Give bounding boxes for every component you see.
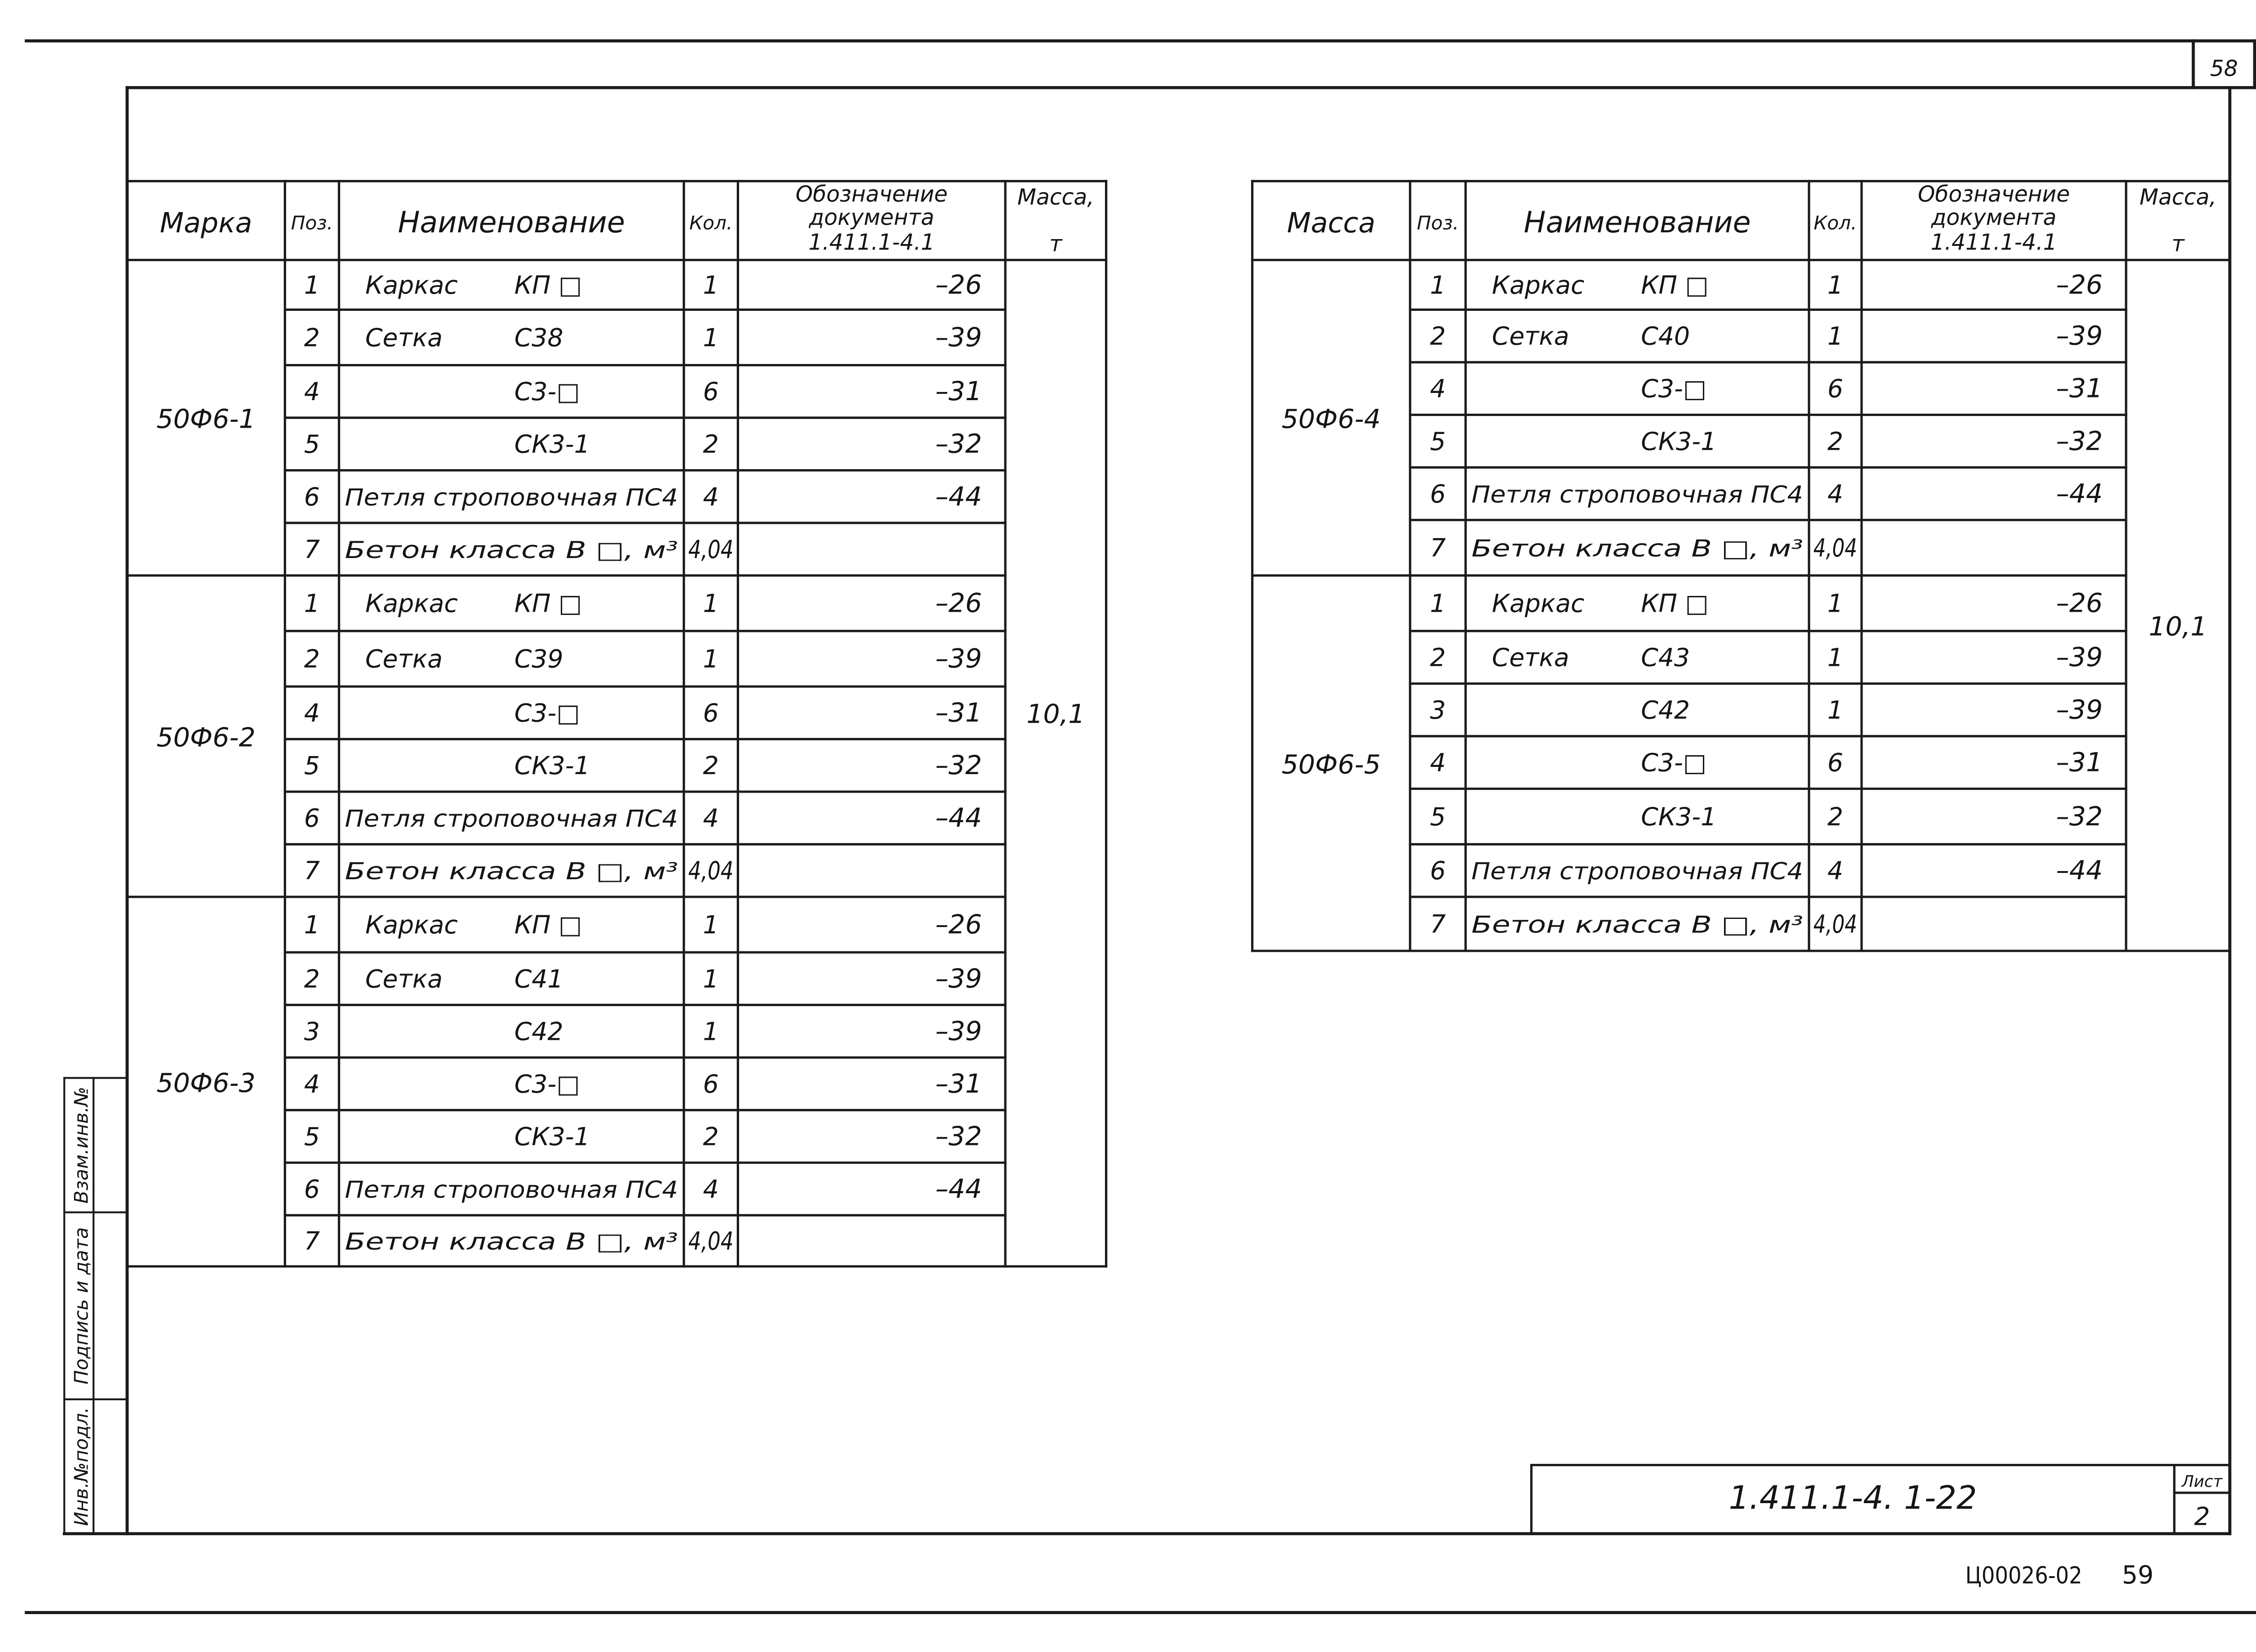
header-quantity: Кол. <box>689 212 733 234</box>
document-reference: –44 <box>935 802 982 833</box>
item-name: Бетон класса В □, м³ <box>345 1228 678 1255</box>
position-number: 7 <box>1430 909 1446 939</box>
header-document-line-3: 1.411.1-4.1 <box>808 230 935 255</box>
product-mark: 50Ф6-5 <box>1281 749 1381 780</box>
header-document-line-2: документа <box>1931 205 2057 231</box>
document-reference: –39 <box>935 322 982 353</box>
quantity: 1 <box>1827 696 1844 725</box>
item-name: Каркас <box>1492 589 1585 618</box>
item-name: Бетон класса В □, м³ <box>1471 535 1803 563</box>
item-designation: С41 <box>514 964 564 993</box>
position-number: 5 <box>1430 802 1446 831</box>
product-mark: 50Ф6-1 <box>156 403 256 434</box>
quantity: 4 <box>703 803 719 833</box>
product-mark: 50Ф6-4 <box>1281 403 1381 434</box>
item-name: Сетка <box>365 323 443 352</box>
mass-value: 10,1 <box>1026 698 1085 729</box>
document-reference: –31 <box>2056 373 2103 404</box>
item-designation: СК3-1 <box>514 429 590 459</box>
header-mass-line-1: Масса, <box>1017 185 1094 210</box>
document-reference: –39 <box>935 643 982 674</box>
header-document-line-3: 1.411.1-4.1 <box>1930 230 2057 255</box>
header-name: Наименование <box>398 205 625 240</box>
quantity: 6 <box>1827 374 1844 403</box>
quantity: 2 <box>703 429 719 459</box>
position-number: 5 <box>304 429 320 459</box>
quantity: 6 <box>703 1069 719 1098</box>
header-mark: Масса <box>1287 206 1376 239</box>
position-number: 1 <box>304 910 320 939</box>
position-number: 2 <box>1430 643 1446 672</box>
item-designation: С3-□ <box>514 1069 580 1098</box>
item-name: Каркас <box>1492 270 1585 300</box>
position-number: 1 <box>304 589 320 618</box>
item-designation: С38 <box>514 323 564 352</box>
quantity: 1 <box>703 910 719 939</box>
position-number: 5 <box>304 751 320 780</box>
item-name: Сетка <box>365 644 443 674</box>
quantity: 4 <box>1827 856 1844 886</box>
position-number: 4 <box>304 698 320 728</box>
position-number: 4 <box>1430 374 1446 403</box>
document-reference: –32 <box>935 428 982 459</box>
quantity: 4,04 <box>688 535 734 564</box>
quantity: 1 <box>703 589 719 618</box>
quantity: 1 <box>1827 322 1844 351</box>
item-name: Сетка <box>1492 322 1569 351</box>
item-designation: СК3-1 <box>1641 427 1717 456</box>
quantity: 1 <box>703 964 719 993</box>
item-designation: СК3-1 <box>514 751 590 780</box>
header-position: Поз. <box>1417 212 1459 234</box>
product-mark: 50Ф6-3 <box>156 1067 256 1098</box>
header-document-line-1: Обозначение <box>1918 181 2070 207</box>
item-name: Бетон класса В □, м³ <box>1471 911 1803 939</box>
item-designation: СК3-1 <box>1641 802 1717 831</box>
item-name: Бетон класса В □, м³ <box>345 536 678 564</box>
position-number: 7 <box>304 1226 320 1255</box>
header-mass-line-2: т <box>1049 231 1062 257</box>
document-reference: –39 <box>2056 320 2103 351</box>
header-quantity: Кол. <box>1813 212 1857 234</box>
quantity: 1 <box>1827 643 1844 672</box>
item-name: Каркас <box>365 910 458 939</box>
position-number: 1 <box>1430 270 1446 300</box>
quantity: 1 <box>703 1017 719 1046</box>
archive-code: Ц00026-02 <box>1965 1562 2082 1589</box>
position-number: 1 <box>1430 589 1446 618</box>
left-specification-table <box>127 181 1106 1266</box>
right-specification-table <box>1252 181 2230 951</box>
position-number: 4 <box>1430 748 1446 777</box>
quantity: 1 <box>703 644 719 674</box>
replaced-inventory-label: Взам.инв.№ <box>70 1087 92 1204</box>
item-designation: С3-□ <box>1641 374 1707 403</box>
position-number: 7 <box>304 856 320 886</box>
document-reference: –31 <box>2056 747 2103 778</box>
item-designation: КП □ <box>1641 270 1709 300</box>
side-stamp <box>64 1078 127 1534</box>
item-name: Сетка <box>1492 643 1569 672</box>
position-number: 2 <box>304 644 320 674</box>
document-reference: –31 <box>935 376 982 407</box>
document-reference: –26 <box>2056 587 2103 618</box>
position-number: 6 <box>304 803 320 833</box>
position-number: 6 <box>1430 856 1446 886</box>
position-number: 7 <box>1430 533 1446 563</box>
inventory-original-label: Инв.№подл. <box>70 1407 92 1526</box>
item-designation: С42 <box>1641 696 1690 725</box>
position-number: 3 <box>1430 696 1446 725</box>
document-reference: –39 <box>2056 641 2103 673</box>
document-reference: –32 <box>2056 801 2103 832</box>
position-number: 3 <box>304 1017 320 1046</box>
item-name: Петля строповочная ПС4 <box>345 805 678 833</box>
position-number: 6 <box>304 1175 320 1204</box>
item-designation: С3-□ <box>514 698 580 728</box>
position-number: 6 <box>1430 479 1446 508</box>
quantity: 1 <box>1827 589 1844 618</box>
document-reference: –26 <box>2056 269 2103 300</box>
sheet-label: Лист <box>2182 1472 2223 1491</box>
item-name: Бетон класса В □, м³ <box>345 858 678 886</box>
quantity: 4,04 <box>1813 909 1858 939</box>
item-designation: КП □ <box>514 270 582 300</box>
document-reference: –26 <box>935 269 982 300</box>
document-reference: –31 <box>935 1068 982 1099</box>
header-document-line-2: документа <box>809 205 934 231</box>
quantity: 1 <box>1827 270 1844 300</box>
quantity: 2 <box>1827 802 1844 831</box>
item-designation: КП □ <box>514 910 582 939</box>
item-name: Петля строповочная ПС4 <box>345 484 678 512</box>
document-reference: –39 <box>935 963 982 994</box>
item-name: Каркас <box>365 589 458 618</box>
item-designation: КП □ <box>514 589 582 618</box>
quantity: 6 <box>703 377 719 406</box>
item-designation: С3-□ <box>1641 748 1707 777</box>
product-mark: 50Ф6-2 <box>156 722 256 753</box>
header-mark: Марка <box>160 206 252 239</box>
item-designation: С3-□ <box>514 377 580 406</box>
document-reference: –32 <box>935 1121 982 1152</box>
position-number: 7 <box>304 535 320 564</box>
quantity: 6 <box>1827 748 1844 777</box>
quantity: 2 <box>703 1122 719 1151</box>
position-number: 4 <box>304 1069 320 1098</box>
quantity: 4,04 <box>688 1226 734 1255</box>
document-reference: –44 <box>2056 855 2103 886</box>
document-reference: –31 <box>935 697 982 728</box>
quantity: 2 <box>703 751 719 780</box>
position-number: 4 <box>304 377 320 406</box>
document-reference: –26 <box>935 909 982 940</box>
document-reference: –39 <box>935 1015 982 1047</box>
page-number-top: 58 <box>2210 56 2238 82</box>
mass-value: 10,1 <box>2149 611 2207 642</box>
item-designation: КП □ <box>1641 589 1709 618</box>
item-name: Петля строповочная ПС4 <box>1471 481 1803 508</box>
item-name: Каркас <box>365 270 458 300</box>
position-number: 2 <box>1430 322 1446 351</box>
position-number: 5 <box>1430 427 1446 456</box>
header-position: Поз. <box>291 212 333 234</box>
quantity: 6 <box>703 698 719 728</box>
document-reference: –44 <box>2056 478 2103 509</box>
position-number: 2 <box>304 323 320 352</box>
title-block <box>1531 1465 2230 1534</box>
quantity: 4 <box>703 482 719 512</box>
document-reference: –26 <box>935 587 982 618</box>
signature-date-label: Подпись и дата <box>70 1227 92 1384</box>
item-name: Сетка <box>365 964 443 993</box>
item-designation: С43 <box>1641 643 1690 672</box>
header-name: Наименование <box>1524 205 1751 240</box>
document-reference: –39 <box>2056 694 2103 725</box>
quantity: 1 <box>703 270 719 300</box>
document-reference: –44 <box>935 1173 982 1204</box>
item-designation: С40 <box>1641 322 1690 351</box>
position-number: 1 <box>304 270 320 300</box>
quantity: 1 <box>703 323 719 352</box>
quantity: 4,04 <box>1813 533 1858 563</box>
quantity: 4 <box>1827 479 1844 508</box>
sheet-number: 2 <box>2194 1502 2210 1531</box>
item-designation: С39 <box>514 644 564 674</box>
quantity: 2 <box>1827 427 1844 456</box>
item-name: Петля строповочная ПС4 <box>345 1177 678 1204</box>
position-number: 6 <box>304 482 320 512</box>
document-reference: –32 <box>935 750 982 781</box>
item-name: Петля строповочная ПС4 <box>1471 858 1803 886</box>
footer-page-number: 59 <box>2122 1560 2154 1589</box>
document-reference: –44 <box>935 481 982 512</box>
position-number: 2 <box>304 964 320 993</box>
header-mass-line-1: Масса, <box>2139 185 2217 210</box>
document-reference: –32 <box>2056 425 2103 457</box>
item-designation: С42 <box>514 1017 564 1046</box>
quantity: 4 <box>703 1175 719 1204</box>
item-designation: СК3-1 <box>514 1122 590 1151</box>
document-designation: 1.411.1-4. 1-22 <box>1729 1479 1977 1517</box>
quantity: 4,04 <box>688 856 734 886</box>
header-document-line-1: Обозначение <box>795 181 948 207</box>
header-mass-line-2: т <box>2171 231 2185 257</box>
position-number: 5 <box>304 1122 320 1151</box>
